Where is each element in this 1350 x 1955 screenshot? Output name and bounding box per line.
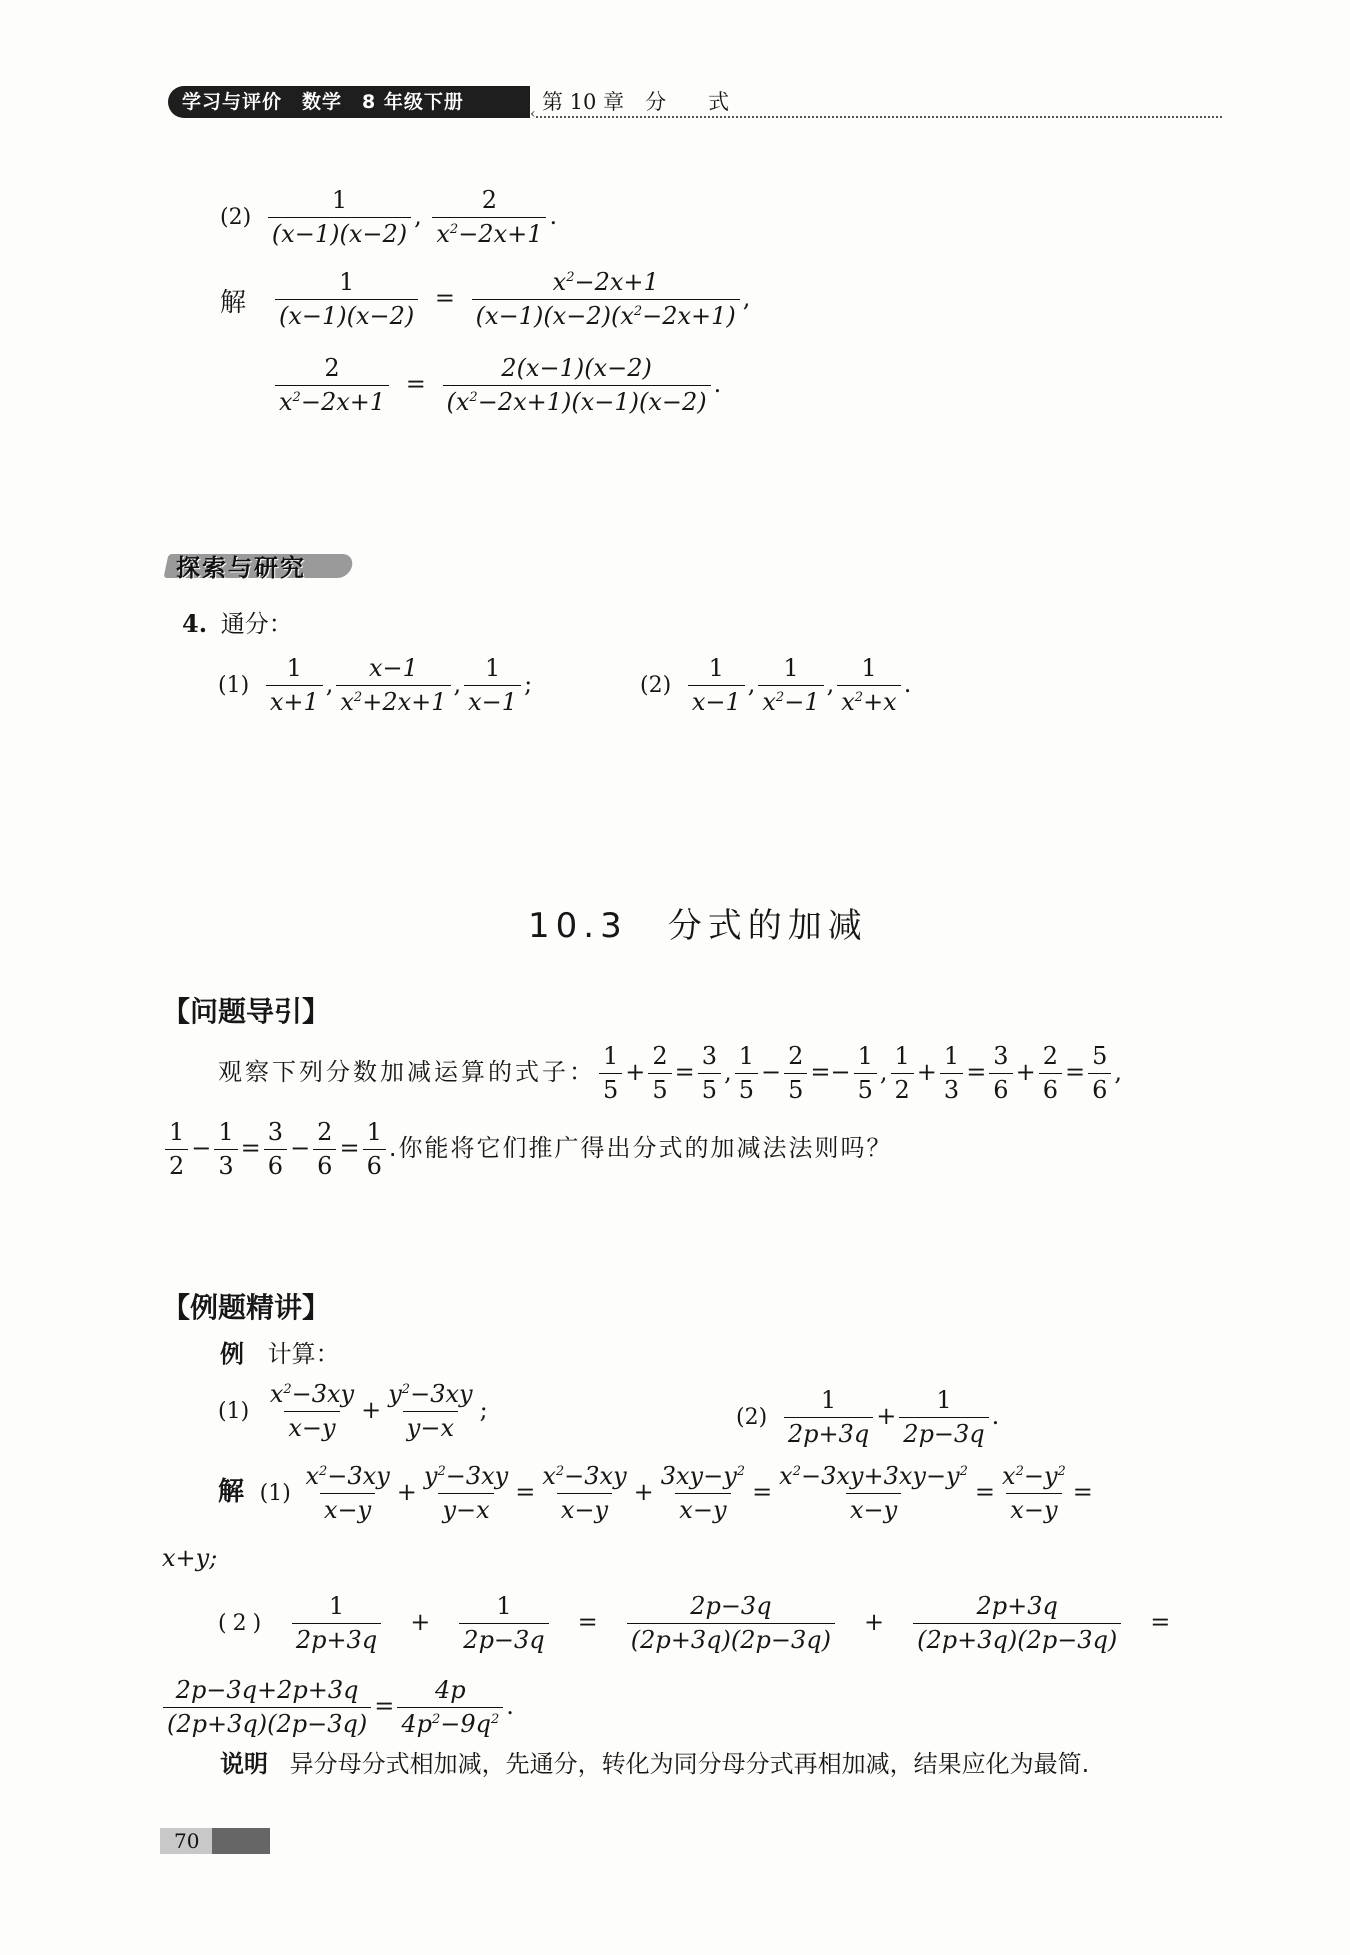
example-part-1: (1) $\frac{x^2-3xy}{x-y}$ + $\frac{y^2-3xy}{y-x}$ ; <box>218 1380 488 1442</box>
explore-badge: 探索与研究 <box>166 548 352 580</box>
page-number: 70 <box>174 1829 200 1853</box>
solution-1-line-1: 解 (1) $\frac{x^2-3xy}{x-y}$ + $\frac{y^2-3xy}{y-x}$ = $\frac{x^2-3xy}{x-y}$ + $\frac{3xy-y^2}{x-y}$ = $\frac{x^2-3xy+3xy-y^2}{x-y}$ = $\frac{x^2-y^2}{x-y}$ = <box>218 1462 1093 1524</box>
header-rule <box>536 116 1222 118</box>
guide-line-2: $\frac{1}{2}$ − $\frac{1}{3}$ = $\frac{3}{6}$ − $\frac{2}{6}$ = $\frac{1}{6}$ .你能将它们推广得出分式的加减法法则吗？ <box>162 1118 892 1181</box>
guide-heading: 【问题导引】 <box>162 995 331 1028</box>
solution-line-2: $\frac{2}{x^2-2x+1}$ = $\frac{2(x-1)(x-2)}{(x^2-2x+1)(x-1)(x-2)}$ . <box>272 354 721 417</box>
question-4-title: 4. 通分： <box>182 609 293 638</box>
question-4-part-1: (1) $\frac{1}{x+1}$ , $\frac{x-1}{x^2+2x+1}$ , $\frac{1}{x-1}$ ; <box>218 654 533 716</box>
example-title: 例 计算： <box>220 1340 340 1368</box>
solution-2-line-1: (2) $\frac{1}{2p+3q}$ + $\frac{1}{2p-3q}$ = $\frac{2p-3q}{(2p+3q)(2p-3q)}$ + $\frac{2p+3q}{(2p+3q)(2p-3q)}$ = <box>218 1592 1171 1654</box>
solution-label: 解 <box>220 288 247 318</box>
chapter-title: 第 10 章 分 式 <box>542 90 730 114</box>
example-part-2: (2) $\frac{1}{2p+3q}$ + $\frac{1}{2p-3q}$ . <box>736 1386 1000 1448</box>
guide-line-1: 观察下列分数加减运算的式子： $\frac{1}{5}$ + $\frac{2}{5}$ = $\frac{3}{5}$ , $\frac{1}{5}$ − $\frac{2}{5}$ =− $\frac{1}{5}$ , $\frac{1}{2}$ + $\frac{1}{3}$ = $\frac{3}{6}$ + $\frac{2}{6}$ = $\frac{5}{6}$ , <box>218 1042 1122 1104</box>
page-number-block <box>160 1828 270 1854</box>
exercise-2-fractions: (2) $\frac{1}{(x-1)(x-2)}$ , $\frac{2}{x^2-2x+1}$ . <box>220 186 558 248</box>
solution-line-1: $\frac{1}{(x-1)(x-2)}$ = $\frac{x^2-2x+1}{(x-1)(x-2)(x^2-2x+1)}$ , <box>272 268 750 331</box>
arrow-icon: ‹ <box>530 106 536 122</box>
example-note: 说明 异分母分式相加减，先通分，转化为同分母分式再相加减，结果应化为最简. <box>220 1750 1090 1778</box>
book-title-bar: 学习与评价 数学 8 年级下册 <box>168 86 530 118</box>
section-title: 10.3 分式的加减 <box>528 906 868 946</box>
solution-1-line-2: x+y; <box>162 1544 218 1572</box>
example-heading: 【例题精讲】 <box>162 1291 331 1324</box>
solution-2-line-2: $\frac{2p-3q+2p+3q}{(2p+3q)(2p-3q)}$ = $\frac{4p}{4p^2-9q^2}$ . <box>160 1676 514 1739</box>
question-4-part-2: (2) $\frac{1}{x-1}$ , $\frac{1}{x^2-1}$ , $\frac{1}{x^2+x}$ . <box>640 654 912 716</box>
